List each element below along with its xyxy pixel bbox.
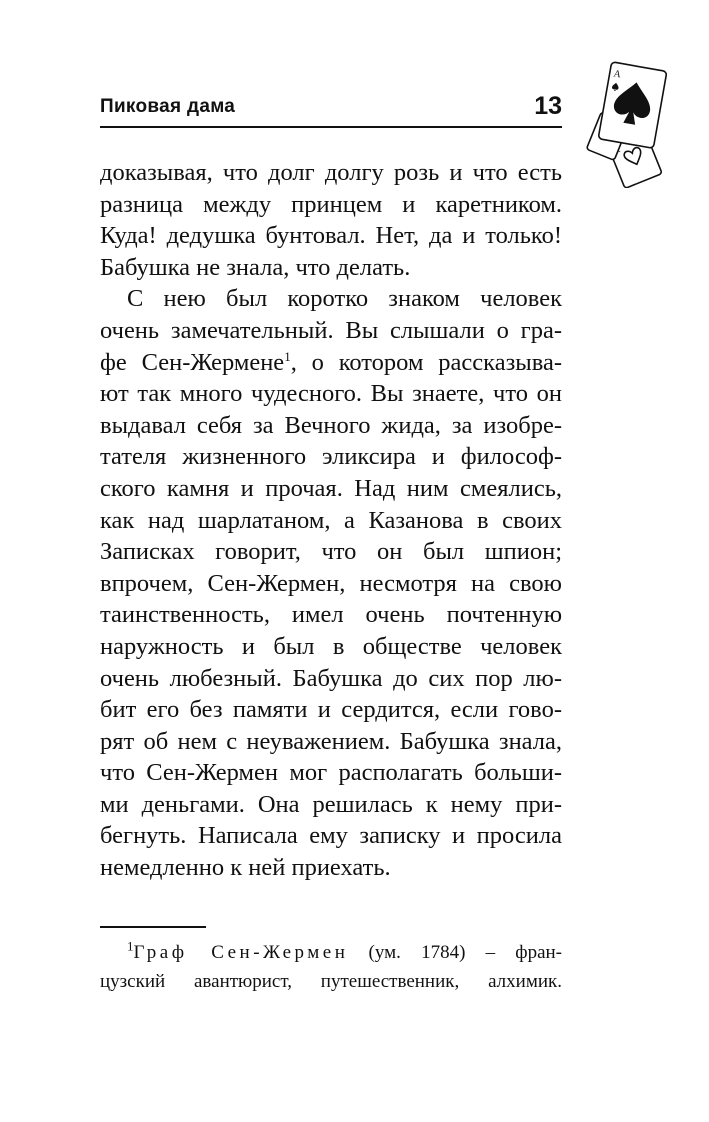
footnote-line: цузский авантюрист, путешественник, алхимик.	[100, 971, 562, 992]
footnote	[100, 938, 562, 996]
text-line: ми деньгами. Она решилась к нему при-	[100, 790, 562, 818]
footnote-subject: Граф Сен-Жермен	[133, 942, 349, 963]
footnote-line	[100, 938, 562, 967]
text-line: Записках говорит, что он был шпион;	[100, 538, 562, 566]
text-line: выдавал себя за Вечного жида, за изобре-	[100, 411, 562, 439]
text-line: ского камня и прочая. Над ним смеялись,	[100, 474, 562, 502]
running-header	[100, 92, 562, 128]
text-line: немедленно к ней приехать.	[100, 854, 391, 882]
footnote-reference: 1	[284, 348, 291, 364]
text-line: доказывая, что долг долгу розь и что есть	[100, 159, 562, 186]
footnote-text: (ум. 1784) – фран-	[348, 942, 562, 963]
text-line: впрочем, Сен-Жермен, несмотря на свою	[100, 569, 562, 597]
text-line: бегнуть. Написала ему записку и просила	[100, 822, 562, 850]
footnote-divider	[100, 926, 206, 928]
text-line: наружность и был в обществе человек	[100, 632, 562, 660]
text-line: тателя жизненного эликсира и философ-	[100, 443, 562, 471]
text-fragment: , о котором рассказыва-	[290, 348, 562, 376]
text-line: С нею был коротко знаком человек	[127, 285, 562, 313]
text-line: бит его без памяти и сердится, если гово-	[100, 696, 562, 724]
playing-cards-icon	[572, 58, 672, 188]
text-line: разница между принцем и каретником.	[100, 190, 562, 218]
main-text	[100, 157, 562, 884]
page-number: 13	[534, 92, 562, 120]
svg-text:A: A	[612, 68, 622, 81]
text-fragment: фе Сен-Жермене	[100, 348, 285, 376]
text-line: как над шарлатаном, а Казанова в своих	[100, 506, 562, 534]
book-title: Пиковая дама	[100, 96, 236, 117]
text-line: очень замечательный. Вы слышали о гра-	[100, 316, 562, 344]
text-line: Бабушка не знала, что делать.	[100, 253, 411, 281]
text-line: ют так много чудесного. Вы знаете, что он	[100, 380, 562, 408]
text-line-with-footnote-ref	[100, 347, 562, 379]
text-line: Куда! дедушка бунтовал. Нет, да и только!	[100, 222, 562, 250]
footnote-marker: 1	[127, 938, 134, 954]
text-line: таинственность, имел очень почтенную	[100, 601, 562, 629]
text-line: очень любезный. Бабушка до сих пор лю-	[100, 664, 562, 692]
text-line: что Сен-Жермен мог располагать больши-	[100, 759, 562, 787]
text-line: рят об нем с неуважением. Бабушка знала,	[100, 727, 562, 755]
